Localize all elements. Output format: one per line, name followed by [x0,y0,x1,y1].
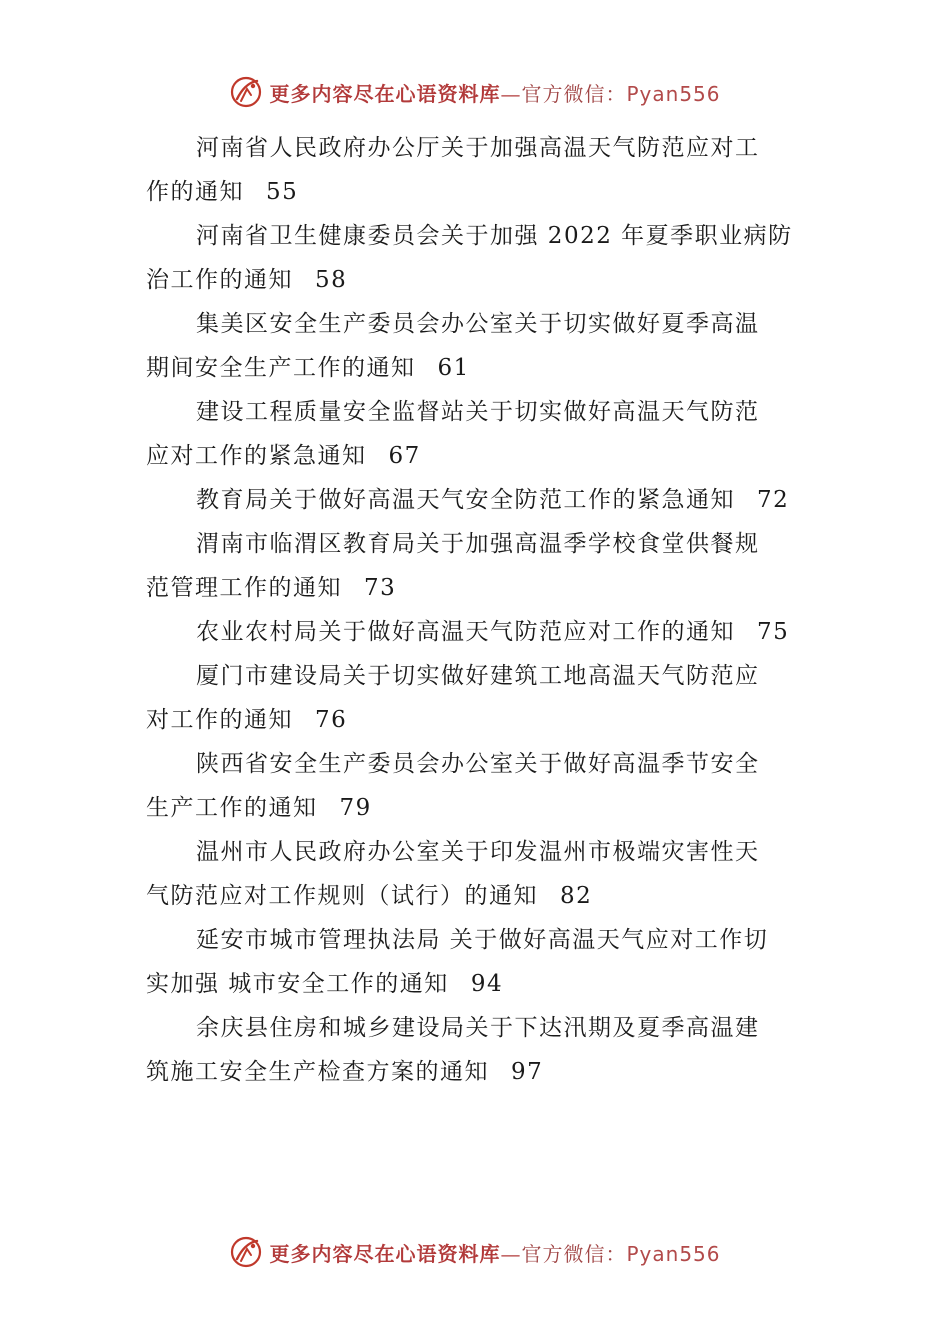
toc-entry [146,522,810,610]
banner-text [269,78,720,107]
banner-content [229,1235,720,1269]
toc-entry-title-line2: 实加强 城市安全工作的通知 [146,971,449,997]
toc-entry-title-line1: 陕西省安全生产委员会办公室关于做好高温季节安全 [196,751,760,777]
toc-entry-title [146,610,810,654]
toc-entry-page: 67 [388,443,421,469]
toc-entry-title-line2: 治工作的通知 [146,267,293,293]
toc-entry-title [146,742,810,786]
toc-entry-continuation [146,786,810,830]
banner-main: 更多内容尽在心语资料库 [269,1241,501,1266]
toc-list [146,126,810,1094]
banner-dash: — [500,81,522,106]
toc-entry-title-line2: 作的通知 [146,179,244,205]
toc-entry-title-line1: 建设工程质量安全监督站关于切实做好高温天气防范 [196,399,760,425]
toc-entry-title [146,918,810,962]
toc-entry [146,742,810,830]
toc-entry-page: 73 [364,575,397,601]
toc-entry [146,830,810,918]
toc-entry-page: 72 [757,487,790,513]
toc-entry [146,1006,810,1094]
banner-dash: — [500,1241,522,1266]
banner-wechat-id: Pyan556 [626,1241,721,1266]
toc-entry-continuation [146,698,810,742]
toc-entry-page: 55 [266,179,299,205]
toc-entry [146,610,810,654]
toc-entry-title-line1: 温州市人民政府办公室关于印发温州市极端灾害性天 [196,839,760,865]
toc-entry-title-line2: 期间安全生产工作的通知 [146,355,416,381]
toc-entry-title [146,522,810,566]
toc-entry-title [146,830,810,874]
toc-entry-page: 97 [511,1059,544,1085]
toc-entry-title-line1: 农业农村局关于做好高温天气防范应对工作的通知 [196,619,735,645]
toc-entry [146,390,810,478]
logo-icon [229,1235,263,1269]
toc-entry-continuation [146,170,810,214]
toc-entry-continuation [146,874,810,918]
toc-entry-title-line1: 集美区安全生产委员会办公室关于切实做好夏季高温 [196,311,760,337]
banner-wechat-label: 官方微信： [521,1241,627,1266]
toc-entry-title [146,214,810,258]
toc-entry-title [146,390,810,434]
toc-entry-title [146,126,810,170]
toc-entry-title-line1: 渭南市临渭区教育局关于加强高温季学校食堂供餐规 [196,531,760,557]
toc-entry [146,126,810,214]
toc-entry-title-line1: 厦门市建设局关于切实做好建筑工地高温天气防范应 [196,663,760,689]
toc-entry-continuation [146,346,810,390]
toc-entry-title [146,478,810,522]
banner-content [229,75,720,109]
toc-entry-continuation [146,962,810,1006]
toc-entry-title-line2: 气防范应对工作规则（试行）的通知 [146,883,538,909]
toc-entry-title-line2: 应对工作的紧急通知 [146,443,367,469]
toc-entry-page: 75 [757,619,790,645]
toc-entry-title [146,302,810,346]
toc-entry-title-line1: 河南省卫生健康委员会关于加强 2022 年夏季职业病防 [196,223,793,249]
footer-banner [0,1232,950,1272]
toc-entry-page: 61 [437,355,470,381]
toc-entry [146,654,810,742]
banner-main: 更多内容尽在心语资料库 [269,81,501,106]
toc-entry-title-line1: 教育局关于做好高温天气安全防范工作的紧急通知 [196,487,735,513]
logo-icon [229,75,263,109]
toc-entry-title-line2: 筑施工安全生产检查方案的通知 [146,1059,489,1085]
toc-entry-continuation [146,434,810,478]
toc-entry-title-line1: 河南省人民政府办公厅关于加强高温天气防范应对工 [196,135,760,161]
toc-entry-title-line2: 生产工作的通知 [146,795,318,821]
toc-entry-title-line2: 范管理工作的通知 [146,575,342,601]
toc-entry-title-line2: 对工作的通知 [146,707,293,733]
toc-entry-page: 82 [560,883,593,909]
toc-entry-continuation [146,1050,810,1094]
toc-entry-page: 79 [339,795,372,821]
toc-entry-continuation [146,258,810,302]
toc-entry [146,214,810,302]
header-banner [0,72,950,112]
banner-wechat-id: Pyan556 [626,81,721,106]
toc-entry-title [146,1006,810,1050]
toc-entry-continuation [146,566,810,610]
toc-entry-title [146,654,810,698]
toc-entry-page: 94 [470,971,504,997]
toc-entry-title-line1: 余庆县住房和城乡建设局关于下达汛期及夏季高温建 [196,1015,760,1041]
banner-wechat-label: 官方微信： [521,81,627,106]
banner-text [269,1238,720,1267]
toc-entry-page: 76 [315,707,348,733]
toc-entry-title-line1: 延安市城市管理执法局 关于做好高温天气应对工作切 [196,927,769,953]
toc-entry [146,302,810,390]
toc-entry [146,478,810,522]
toc-entry [146,918,810,1006]
toc-entry-page: 58 [315,267,348,293]
